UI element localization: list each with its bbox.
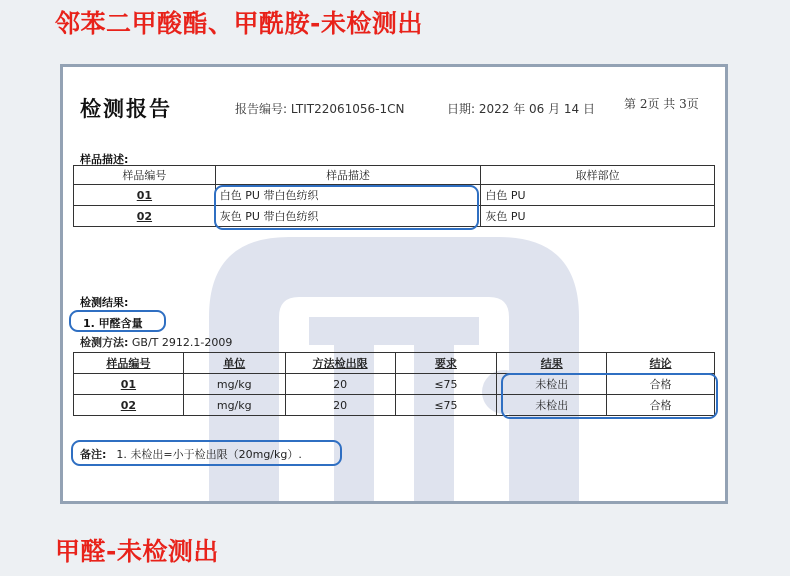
report-title: 检测报告 [80, 97, 172, 121]
sample-number: 02 [74, 395, 184, 416]
highlight-note [71, 440, 342, 466]
table-header-row [74, 166, 715, 185]
requirement: ≤75 [395, 395, 497, 416]
conclusion: 合格 [607, 374, 715, 395]
unit: mg/kg [183, 374, 285, 395]
column-header: 结论 [607, 353, 715, 374]
test-item-label: 1. 甲醛含量 [83, 317, 143, 330]
unit: mg/kg [183, 395, 285, 416]
table-header-row [74, 353, 715, 374]
report-date: 日期: 2022 年 06 月 14 日 [447, 102, 596, 116]
column-header: 样品编号 [74, 353, 184, 374]
highlight-results [501, 373, 718, 419]
sample-number: 02 [74, 206, 216, 227]
note-text: 1. 未检出=小于检出限（20mg/kg）. [116, 448, 302, 461]
column-header: 样品编号 [74, 166, 216, 185]
result: 未检出 [497, 374, 607, 395]
sample-number: 01 [74, 374, 184, 395]
test-method-value: GB/T 2912.1-2009 [131, 336, 233, 349]
sample-description: 灰色 PU 带白色纺织 [215, 206, 481, 227]
highlight-test-item [69, 310, 166, 332]
test-report-document [60, 64, 728, 504]
page-info: 第 2页 共 3页 [624, 97, 699, 111]
requirement: ≤75 [395, 374, 497, 395]
report-number: 报告编号: LTIT22061056-1CN [235, 102, 405, 116]
result: 未检出 [497, 395, 607, 416]
column-header: 取样部位 [481, 166, 715, 185]
detection-limit: 20 [285, 374, 395, 395]
column-header: 样品描述 [215, 166, 481, 185]
conclusion: 合格 [607, 395, 715, 416]
sampling-part: 灰色 PU [481, 206, 715, 227]
results-label: 检测结果: [80, 296, 129, 309]
column-header: 结果 [497, 353, 607, 374]
detection-limit: 20 [285, 395, 395, 416]
sample-description: 白色 PU 带白色纺织 [215, 185, 481, 206]
column-header: 方法检出限 [285, 353, 395, 374]
banner-bottom-heading: 甲醛-未检测出 [55, 537, 219, 566]
test-method [80, 334, 232, 350]
sampling-part: 白色 PU [481, 185, 715, 206]
banner-top-heading: 邻苯二甲酸酯、甲酰胺-未检测出 [55, 9, 423, 38]
note-label: 备注: [80, 448, 107, 461]
column-header: 要求 [395, 353, 497, 374]
test-method-label: 检测方法: [80, 336, 129, 349]
column-header: 单位 [183, 353, 285, 374]
sample-desc-label: 样品描述: [80, 153, 129, 166]
sample-number: 01 [74, 185, 216, 206]
highlight-sample-description [214, 185, 479, 230]
